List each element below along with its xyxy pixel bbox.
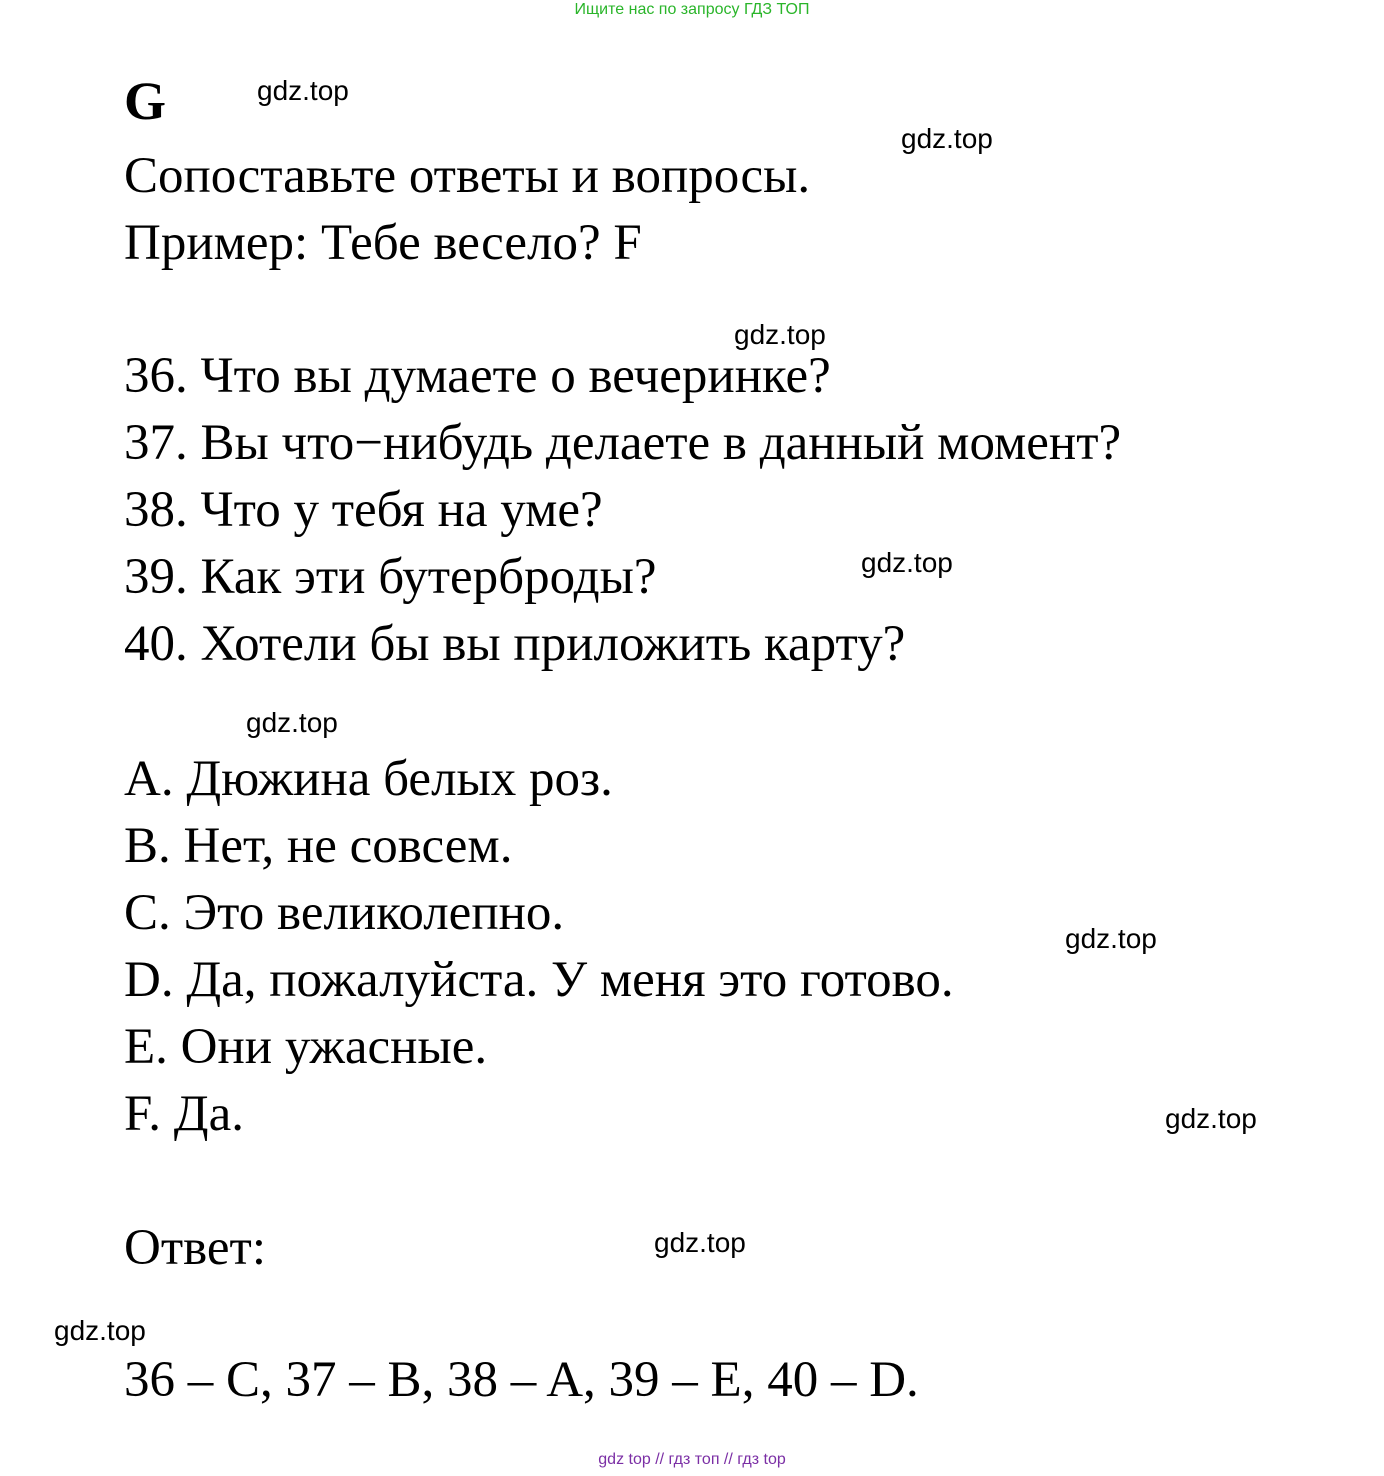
example-text: Пример: Тебе весело? F [124, 215, 642, 271]
watermark: gdz.top [1165, 1103, 1257, 1134]
question-item: 38. Что у тебя на уме? [124, 482, 603, 538]
section-letter: G [124, 71, 167, 131]
watermark: gdz.top [1065, 923, 1157, 954]
answer-option: C. Это великолепно. [124, 885, 565, 941]
answer-label: Ответ: [124, 1220, 266, 1276]
top-banner[interactable]: Ищите нас по запросу ГДЗ ТОП [574, 1, 810, 18]
answer-option: E. Они ужасные. [124, 1019, 488, 1075]
watermark: gdz.top [861, 547, 953, 578]
watermark: gdz.top [734, 319, 826, 350]
question-item: 39. Как эти бутерброды? [124, 549, 657, 605]
watermark: gdz.top [901, 123, 993, 154]
watermark: gdz.top [54, 1315, 146, 1346]
answer-option: F. Да. [124, 1086, 244, 1142]
watermark: gdz.top [654, 1227, 746, 1258]
answer-option: D. Да, пожалуйста. У меня это готово. [124, 952, 954, 1008]
watermark: gdz.top [257, 75, 349, 106]
bottom-banner[interactable]: gdz top // гдз топ // гдз top [598, 1451, 786, 1468]
question-item: 37. Вы что−нибудь делаете в данный момент? [124, 415, 1122, 471]
question-item: 36. Что вы думаете о вечеринке? [124, 348, 831, 404]
answer-option: B. Нет, не совсем. [124, 818, 513, 874]
watermark: gdz.top [246, 707, 338, 738]
instruction-text: Сопоставьте ответы и вопросы. [124, 148, 811, 204]
answer-key: 36 – C, 37 – B, 38 – A, 39 – E, 40 – D. [124, 1352, 919, 1408]
answer-option: A. Дюжина белых роз. [124, 751, 613, 807]
question-item: 40. Хотели бы вы приложить карту? [124, 616, 906, 672]
